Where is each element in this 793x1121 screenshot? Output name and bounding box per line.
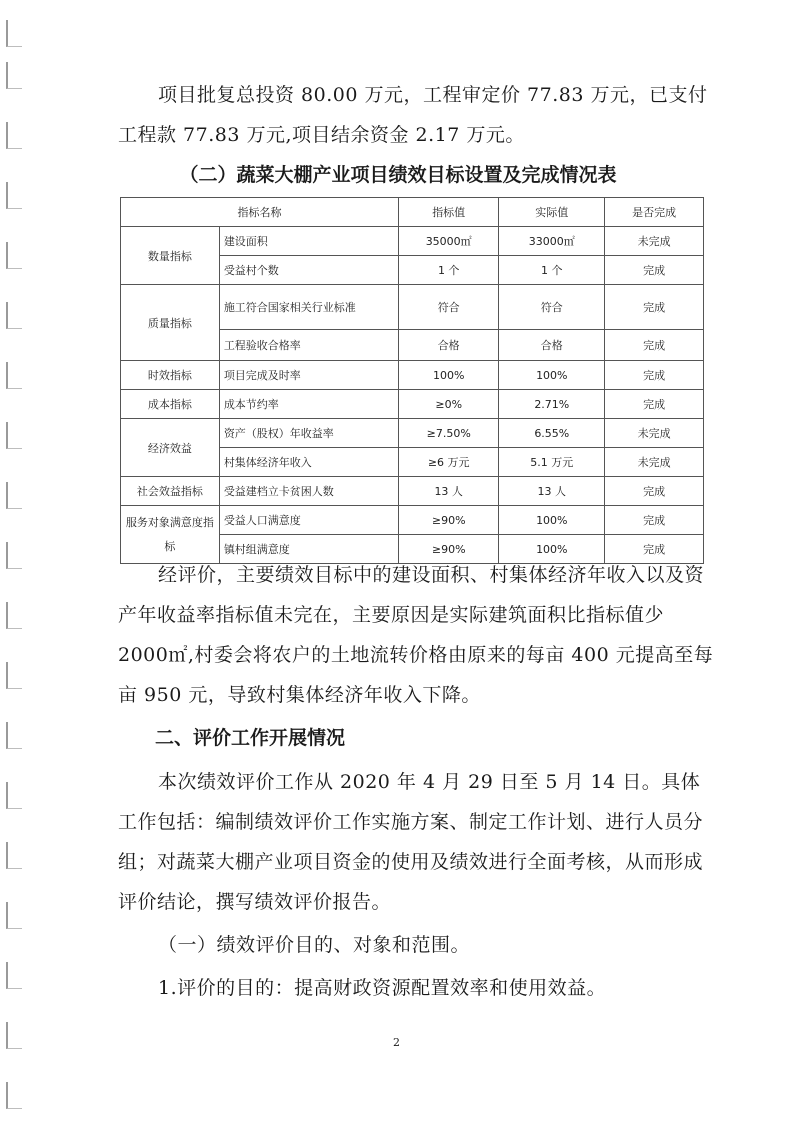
category-cell: 质量指标 <box>121 285 220 361</box>
table-row <box>121 285 704 330</box>
actual-cell: 5.1 万元 <box>499 448 605 477</box>
sub-heading: （一）绩效评价目的、对象和范围。 <box>158 934 471 956</box>
paragraph-work: 本次绩效评价工作从 2020 年 4 月 29 日至 5 月 14 日。具体工作包括：编制绩效评价工作实施方案、制定工作计划、进行人员分组；对蔬菜大棚产业项目资金的使用及绩效进行全面考核，从而形成评价结论，撰写绩效评价报告。 <box>118 771 704 913</box>
actual-cell: 符合 <box>499 285 605 330</box>
header-target: 指标值 <box>398 198 498 227</box>
status-cell: 完成 <box>605 506 704 535</box>
table-row <box>121 419 704 448</box>
status-cell: 完成 <box>605 330 704 361</box>
target-cell: 35000㎡ <box>398 227 498 256</box>
indicator-cell: 资产（股权）年收益率 <box>219 419 398 448</box>
page-number: 2 <box>393 1036 400 1049</box>
target-cell: 符合 <box>398 285 498 330</box>
status-cell: 未完成 <box>605 419 704 448</box>
paragraph-investment: 项目批复总投资 80.00 万元，工程审定价 77.83 万元，已支付工程款 77.83 万元,项目结余资金 2.17 万元。 <box>118 84 708 146</box>
category-cell: 经济效益 <box>121 419 220 477</box>
target-cell: 13 人 <box>398 477 498 506</box>
indicator-cell: 受益建档立卡贫困人数 <box>219 477 398 506</box>
actual-cell: 100% <box>499 361 605 390</box>
actual-cell: 13 人 <box>499 477 605 506</box>
list-item: 1.评价的目的：提高财政资源配置效率和使用效益。 <box>158 977 607 999</box>
target-cell: ≥6 万元 <box>398 448 498 477</box>
table-row <box>121 506 704 535</box>
table-row <box>121 390 704 419</box>
binding-marks <box>0 0 30 1121</box>
paragraph-evaluation: 经评价，主要绩效目标中的建设面积、村集体经济年收入以及资产年收益率指标值未完在，主要原因是实际建筑面积比指标值少 2000㎡,村委会将农户的土地流转价格由原来的每亩 400 元提高至每亩 950 元，导致村集体经济年收入下降。 <box>118 564 714 706</box>
indicator-cell: 镇村组满意度 <box>219 535 398 564</box>
status-cell: 完成 <box>605 535 704 564</box>
status-cell: 完成 <box>605 256 704 285</box>
actual-cell: 1 个 <box>499 256 605 285</box>
actual-cell: 6.55% <box>499 419 605 448</box>
category-cell: 服务对象满意度指标 <box>121 506 220 564</box>
status-cell: 未完成 <box>605 448 704 477</box>
indicator-cell: 工程验收合格率 <box>219 330 398 361</box>
header-completed: 是否完成 <box>605 198 704 227</box>
indicator-cell: 建设面积 <box>219 227 398 256</box>
header-indicator-name: 指标名称 <box>121 198 399 227</box>
status-cell: 完成 <box>605 477 704 506</box>
target-cell: 100% <box>398 361 498 390</box>
indicator-cell: 受益人口满意度 <box>219 506 398 535</box>
table-header-row <box>121 198 704 227</box>
header-actual: 实际值 <box>499 198 605 227</box>
actual-cell: 2.71% <box>499 390 605 419</box>
table-title: （二）蔬菜大棚产业项目绩效目标设置及完成情况表 <box>179 164 617 186</box>
target-cell: ≥90% <box>398 535 498 564</box>
actual-cell: 100% <box>499 506 605 535</box>
table-row <box>121 477 704 506</box>
actual-cell: 合格 <box>499 330 605 361</box>
category-cell: 数量指标 <box>121 227 220 285</box>
table-row <box>121 361 704 390</box>
target-cell: ≥0% <box>398 390 498 419</box>
section-heading: 二、评价工作开展情况 <box>155 727 346 749</box>
target-cell: 合格 <box>398 330 498 361</box>
category-cell: 成本指标 <box>121 390 220 419</box>
performance-table <box>120 197 704 564</box>
category-cell: 社会效益指标 <box>121 477 220 506</box>
table-row <box>121 227 704 256</box>
status-cell: 完成 <box>605 285 704 330</box>
indicator-cell: 项目完成及时率 <box>219 361 398 390</box>
status-cell: 完成 <box>605 361 704 390</box>
target-cell: 1 个 <box>398 256 498 285</box>
actual-cell: 33000㎡ <box>499 227 605 256</box>
indicator-cell: 施工符合国家相关行业标准 <box>219 285 398 330</box>
actual-cell: 100% <box>499 535 605 564</box>
status-cell: 未完成 <box>605 227 704 256</box>
indicator-cell: 受益村个数 <box>219 256 398 285</box>
category-cell: 时效指标 <box>121 361 220 390</box>
target-cell: ≥90% <box>398 506 498 535</box>
indicator-cell: 成本节约率 <box>219 390 398 419</box>
indicator-cell: 村集体经济年收入 <box>219 448 398 477</box>
status-cell: 完成 <box>605 390 704 419</box>
target-cell: ≥7.50% <box>398 419 498 448</box>
